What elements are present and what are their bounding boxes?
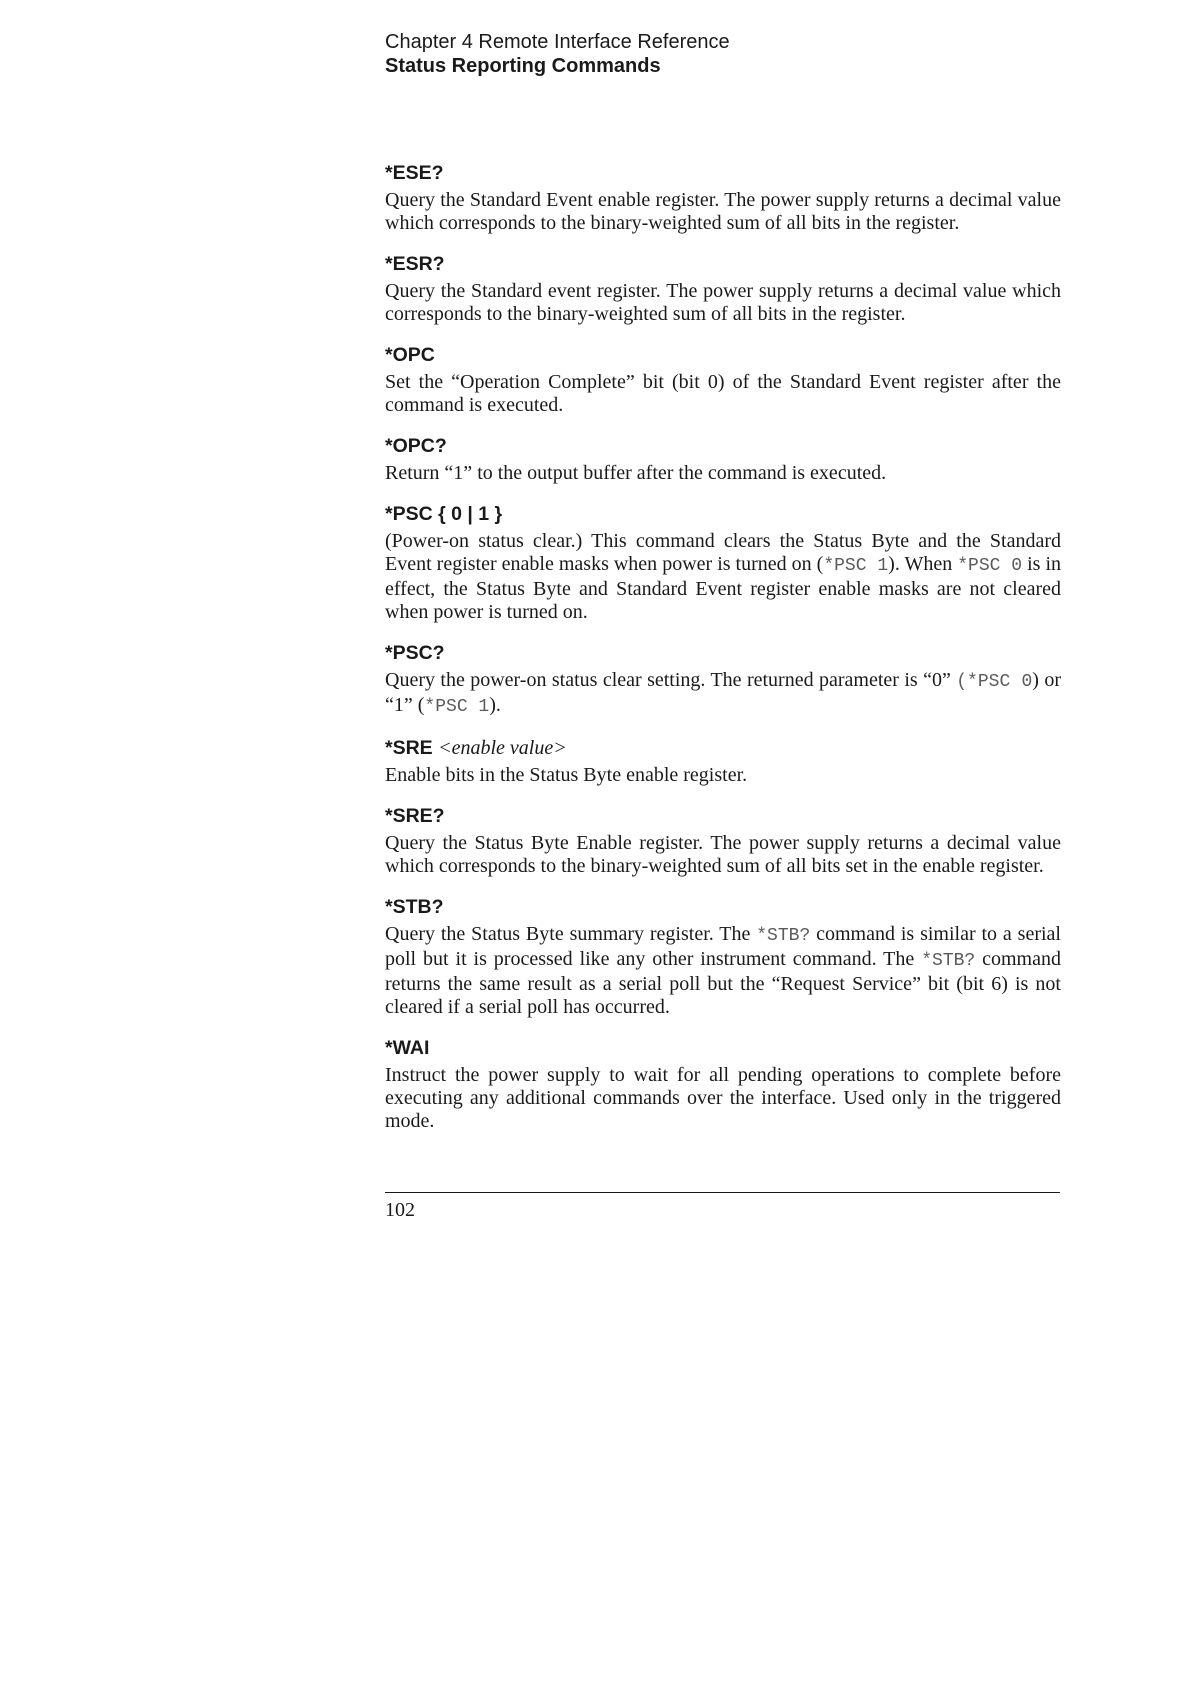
command-heading: *SRE? <box>385 805 445 827</box>
description-text: ) or “1” ( <box>385 669 1061 716</box>
command-parameter: <enable value> <box>438 737 567 759</box>
command-description: Query the Standard Event enable register. The power supply returns a decimal value which corresponds to the binary-weighted sum of all bits in the register. <box>385 189 1061 234</box>
code-snippet: *STB? <box>921 951 976 971</box>
command-description: Query the Status Byte Enable register. The power supply returns a decimal value which corresponds to the binary-weighted sum of all bits set in the enable register. <box>385 832 1061 877</box>
description-text: ). <box>489 694 501 716</box>
command-heading: *PSC? <box>385 642 445 664</box>
code-snippet: *PSC 1 <box>424 697 490 717</box>
command-psc <box>385 503 1061 624</box>
code-snippet: *PSC 0 <box>957 556 1023 576</box>
description-text: is in effect, the Status Byte and Standard Event register enable masks are not cleared when power is turned on. <box>385 553 1062 623</box>
command-description: Enable bits in the Status Byte enable register. <box>385 764 748 786</box>
command-stb-query <box>385 896 1061 1019</box>
command-description: Return “1” to the output buffer after the command is executed. <box>385 462 887 484</box>
code-snippet: *PSC 1 <box>823 556 889 576</box>
command-list <box>385 162 1061 1151</box>
description-text: (Power-on status clear.) This command clears the Status Byte and the Standard Event register enable masks when power is turned on ( <box>385 530 1061 575</box>
description-text: command is similar to a serial poll but it is processed like any other instrument command. The <box>385 923 1061 970</box>
page-number: 102 <box>385 1199 415 1221</box>
command-psc-query <box>385 642 1061 719</box>
command-ese-query <box>385 162 1061 235</box>
command-heading: *OPC? <box>385 435 447 457</box>
command-description: Query the Standard event register. The power supply returns a decimal value which corresponds to the binary-weighted sum of all bits in the register. <box>385 280 1061 325</box>
command-heading: *STB? <box>385 896 444 918</box>
command-heading <box>385 737 1061 760</box>
description-text: Query the Status Byte summary register. The <box>385 923 757 945</box>
description-text: ). When <box>888 553 958 575</box>
command-opc <box>385 344 1061 417</box>
command-description: Set the “Operation Complete” bit (bit 0) of the Standard Event register after the command is executed. <box>385 371 1061 416</box>
command-heading: *ESE? <box>385 162 444 184</box>
command-opc-query <box>385 435 1061 485</box>
command-sre <box>385 737 1061 787</box>
command-wai <box>385 1037 1061 1133</box>
command-heading: *OPC <box>385 344 435 366</box>
command-name: *SRE <box>385 737 433 759</box>
chapter-title: Chapter 4 Remote Interface Reference <box>385 31 730 53</box>
command-heading: *PSC { 0 | 1 } <box>385 503 503 525</box>
description-text: command returns the same result as a serial poll but the “Request Service” bit (bit 6) is not cleared if a serial poll has occurred. <box>385 948 1061 1018</box>
command-heading: *ESR? <box>385 253 445 275</box>
command-esr-query <box>385 253 1061 326</box>
code-snippet: (*PSC 0 <box>956 672 1033 692</box>
command-description <box>385 530 1061 624</box>
command-heading: *WAI <box>385 1037 430 1059</box>
code-snippet: *STB? <box>756 926 811 946</box>
command-description: Instruct the power supply to wait for all pending operations to complete before executing any additional commands over the interface. Used only in the triggered mode. <box>385 1064 1061 1132</box>
command-sre-query <box>385 805 1061 878</box>
command-description <box>385 669 1061 719</box>
footer-divider <box>385 1192 1060 1193</box>
section-title: Status Reporting Commands <box>385 55 661 77</box>
page-header <box>385 30 1065 78</box>
description-text: Query the power-on status clear setting. The returned parameter is “0” <box>385 669 957 691</box>
command-description <box>385 923 1061 1019</box>
